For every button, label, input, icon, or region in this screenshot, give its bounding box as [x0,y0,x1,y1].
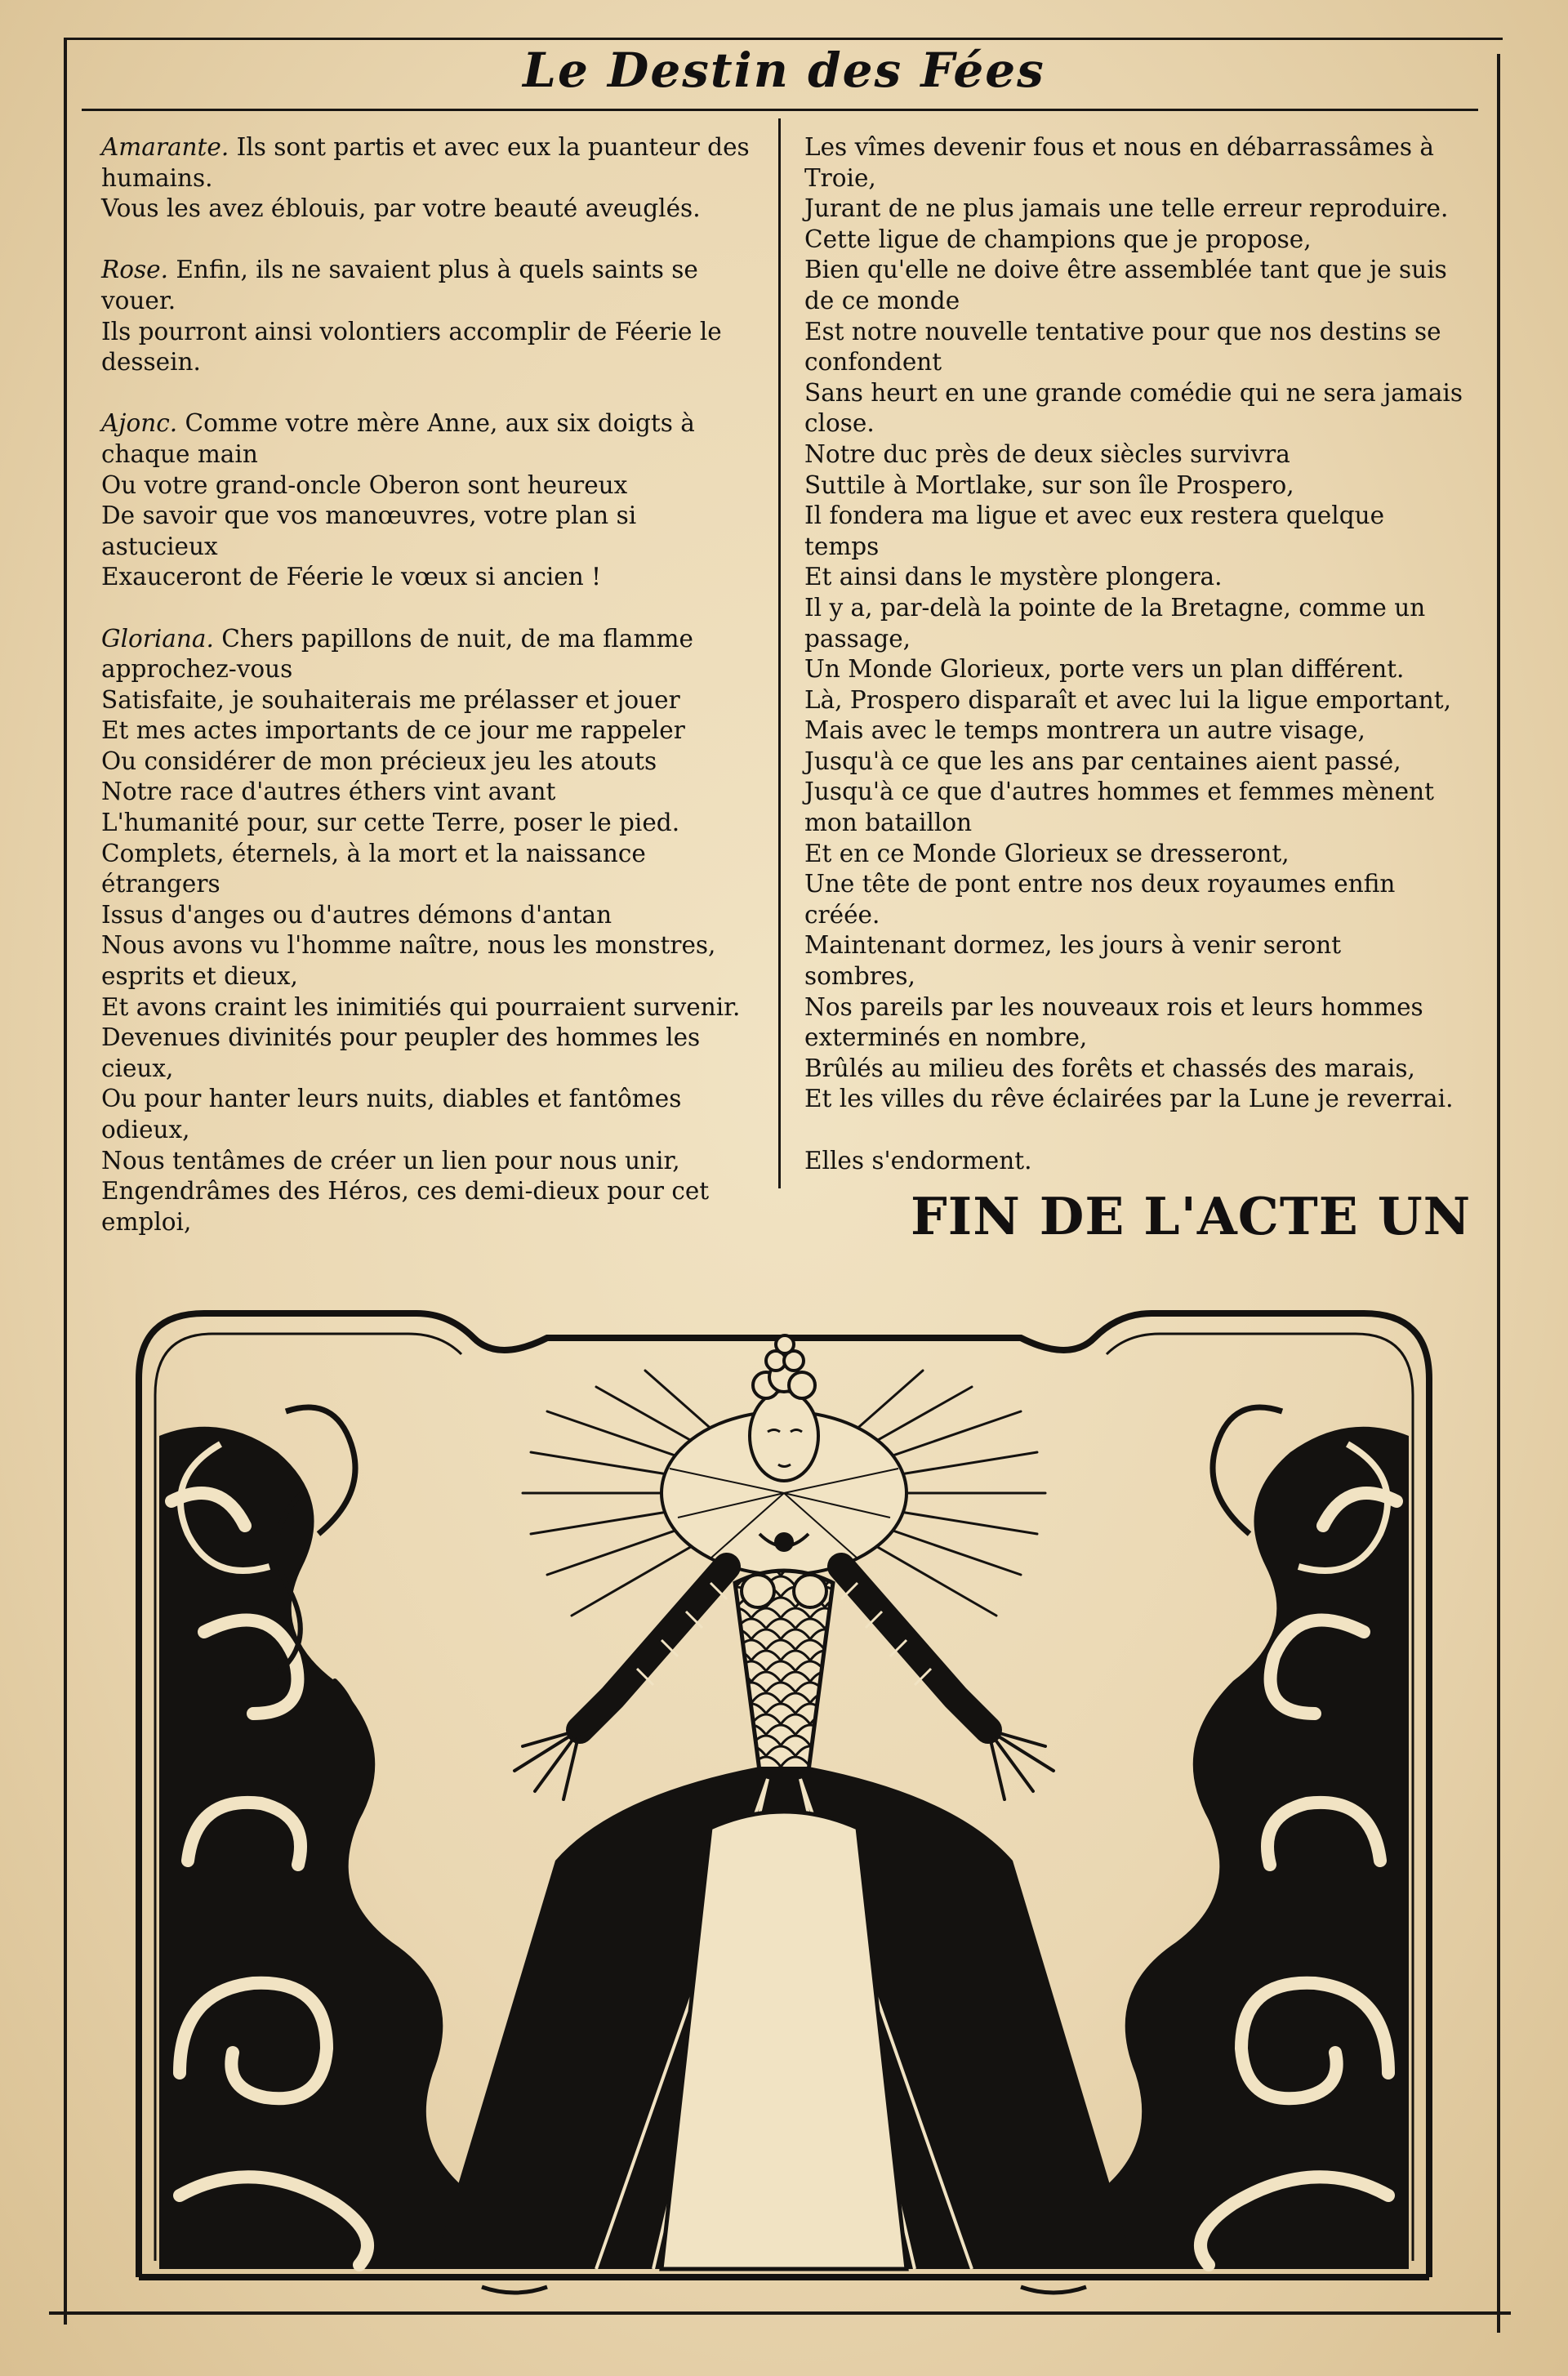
verse-line: Notre duc près de deux siècles survivra [804,439,1290,468]
verse-line: confondent [804,348,942,377]
verse-line: Il y a, par-delà la pointe de la Bretagne, comme un [804,593,1426,622]
frame-border-left [64,38,67,2325]
verse-line: Nous avons vu l'homme naître, nous les monstres, [101,931,716,960]
verse-line: Un Monde Glorieux, porte vers un plan différent. [804,655,1405,684]
verse-line: Vous les avez éblouis, par votre beauté aveuglés. [101,194,701,223]
verse-line: De savoir que vos manœuvres, votre plan si [101,502,637,530]
verse-line: Mais avec le temps montrera un autre visage, [804,716,1365,745]
verse-line: Il fondera ma ligue et avec eux restera quelque [804,502,1385,530]
verse-line: Suttile à Mortlake, sur son île Prospero, [804,470,1294,499]
verse-line: Et les villes du rêve éclairées par la Lune je reverrai. [804,1085,1454,1113]
speech-rose [101,255,764,377]
verse-line: Là, Prospero disparaît et avec lui la ligue emportant, [804,685,1452,714]
verse-line: Brûlés au milieu des forêts et chassés des marais, [804,1054,1415,1082]
verse-line: esprits et dieux, [101,962,298,991]
verse-line: Les vîmes devenir fous et nous en débarrassâmes à [804,133,1434,161]
verse-line: Cette ligue de champions que je propose, [804,225,1312,253]
verse-line: créée. [804,900,880,929]
verse-line: Engendrâmes des Héros, ces demi-dieux pour cet [101,1177,710,1206]
speaker-name: Amarante. [101,133,229,161]
verse-line: cieux, [101,1054,174,1082]
verse-line: Ils pourront ainsi volontiers accomplir de Féerie le [101,317,722,345]
verse-line: Une tête de pont entre nos deux royaumes enfin [804,870,1396,898]
verse-line: vouer. [101,286,176,314]
verse-line: dessein. [101,348,201,377]
speaker-name: Ajonc. [101,409,178,438]
illustration-fairy-queen [90,1289,1478,2302]
verse-line: Jusqu'à ce que d'autres hommes et femmes mènent [804,778,1434,806]
verse-line: Notre race d'autres éthers vint avant [101,778,556,806]
verse-line: close. [804,409,875,438]
speech-gloriana-continued [804,132,1474,1115]
verse-line: Troie, [804,163,876,192]
verse-line: Devenues divinités pour peupler des hommes les [101,1023,701,1052]
speech-ajonc [101,408,764,593]
frame-border-bottom [49,2311,1511,2315]
verse-line: étrangers [101,870,220,898]
speech-amarante [101,132,764,225]
verse-line: sombres, [804,962,915,991]
verse-line: de ce monde [804,286,960,314]
verse-line: Sans heurt en une grande comédie qui ne sera jamais [804,378,1463,407]
verse-line: Ou considérer de mon précieux jeu les atouts [101,747,657,775]
page-title: Le Destin des Fées [523,42,1045,98]
verse-line: Ou pour hanter leurs nuits, diables et fantômes [101,1085,682,1113]
speaker-name: Rose. [101,256,168,284]
verse-line: temps [804,532,880,560]
verse-line: Complets, éternels, à la mort et la naissance [101,839,646,867]
verse-line: humains. [101,163,213,192]
verse-line: Ou votre grand-oncle Oberon sont heureux [101,470,628,499]
verse-line: Jurant de ne plus jamais une telle erreur reproduire. [804,194,1449,223]
stage-direction: Elles s'endorment. [804,1146,1032,1175]
verse-line: Issus d'anges ou d'autres démons d'antan [101,900,612,929]
title-divider [82,109,1478,111]
verse-line: Nos pareils par les nouveaux rois et leurs hommes [804,992,1423,1021]
frame-border-right [1497,54,1500,2333]
verse-line: Ils sont partis et avec eux la puanteur des [236,133,750,161]
verse-line: emploi, [101,1207,192,1236]
verse-line: mon bataillon [804,809,973,837]
verse-line: astucieux [101,532,218,560]
left-column [101,132,764,1237]
verse-line: passage, [804,624,911,653]
verse-line: Bien qu'elle ne doive être assemblée tant que je suis [804,256,1447,284]
verse-line: odieux, [101,1116,190,1143]
speaker-name: Gloriana. [101,624,214,653]
verse-line: Enfin, ils ne savaient plus à quels saints se [176,256,698,284]
verse-line: Et mes actes importants de ce jour me rappeler [101,716,685,745]
verse-line: L'humanité pour, sur cette Terre, poser le pied. [101,809,680,837]
verse-line: Est notre nouvelle tentative pour que nos destins se [804,317,1441,345]
verse-line: Jusqu'à ce que les ans par centaines aient passé, [804,747,1401,775]
verse-line: Et avons craint les inimitiés qui pourraient survenir. [101,992,741,1021]
column-divider [778,118,781,1188]
verse-line: Et en ce Monde Glorieux se dresseront, [804,839,1290,867]
verse-line: Maintenant dormez, les jours à venir seront [804,931,1342,960]
verse-line: Chers papillons de nuit, de ma flamme [221,624,693,653]
end-of-act-heading: FIN DE L'ACTE UN [911,1186,1472,1246]
verse-line: Et ainsi dans le mystère plongera. [804,563,1223,591]
verse-line: exterminés en nombre, [804,1023,1088,1052]
frame-border-top [64,38,1503,40]
verse-line: Nous tentâmes de créer un lien pour nous unir, [101,1146,680,1175]
verse-line: Comme votre mère Anne, aux six doigts à [185,409,695,438]
right-column [804,132,1474,1176]
verse-line: Satisfaite, je souhaiterais me prélasser et jouer [101,685,680,714]
verse-line: Exauceront de Féerie le vœux si ancien ! [101,563,601,591]
verse-line: approchez-vous [101,655,293,684]
verse-line: chaque main [101,439,258,468]
speech-gloriana [101,624,764,1238]
